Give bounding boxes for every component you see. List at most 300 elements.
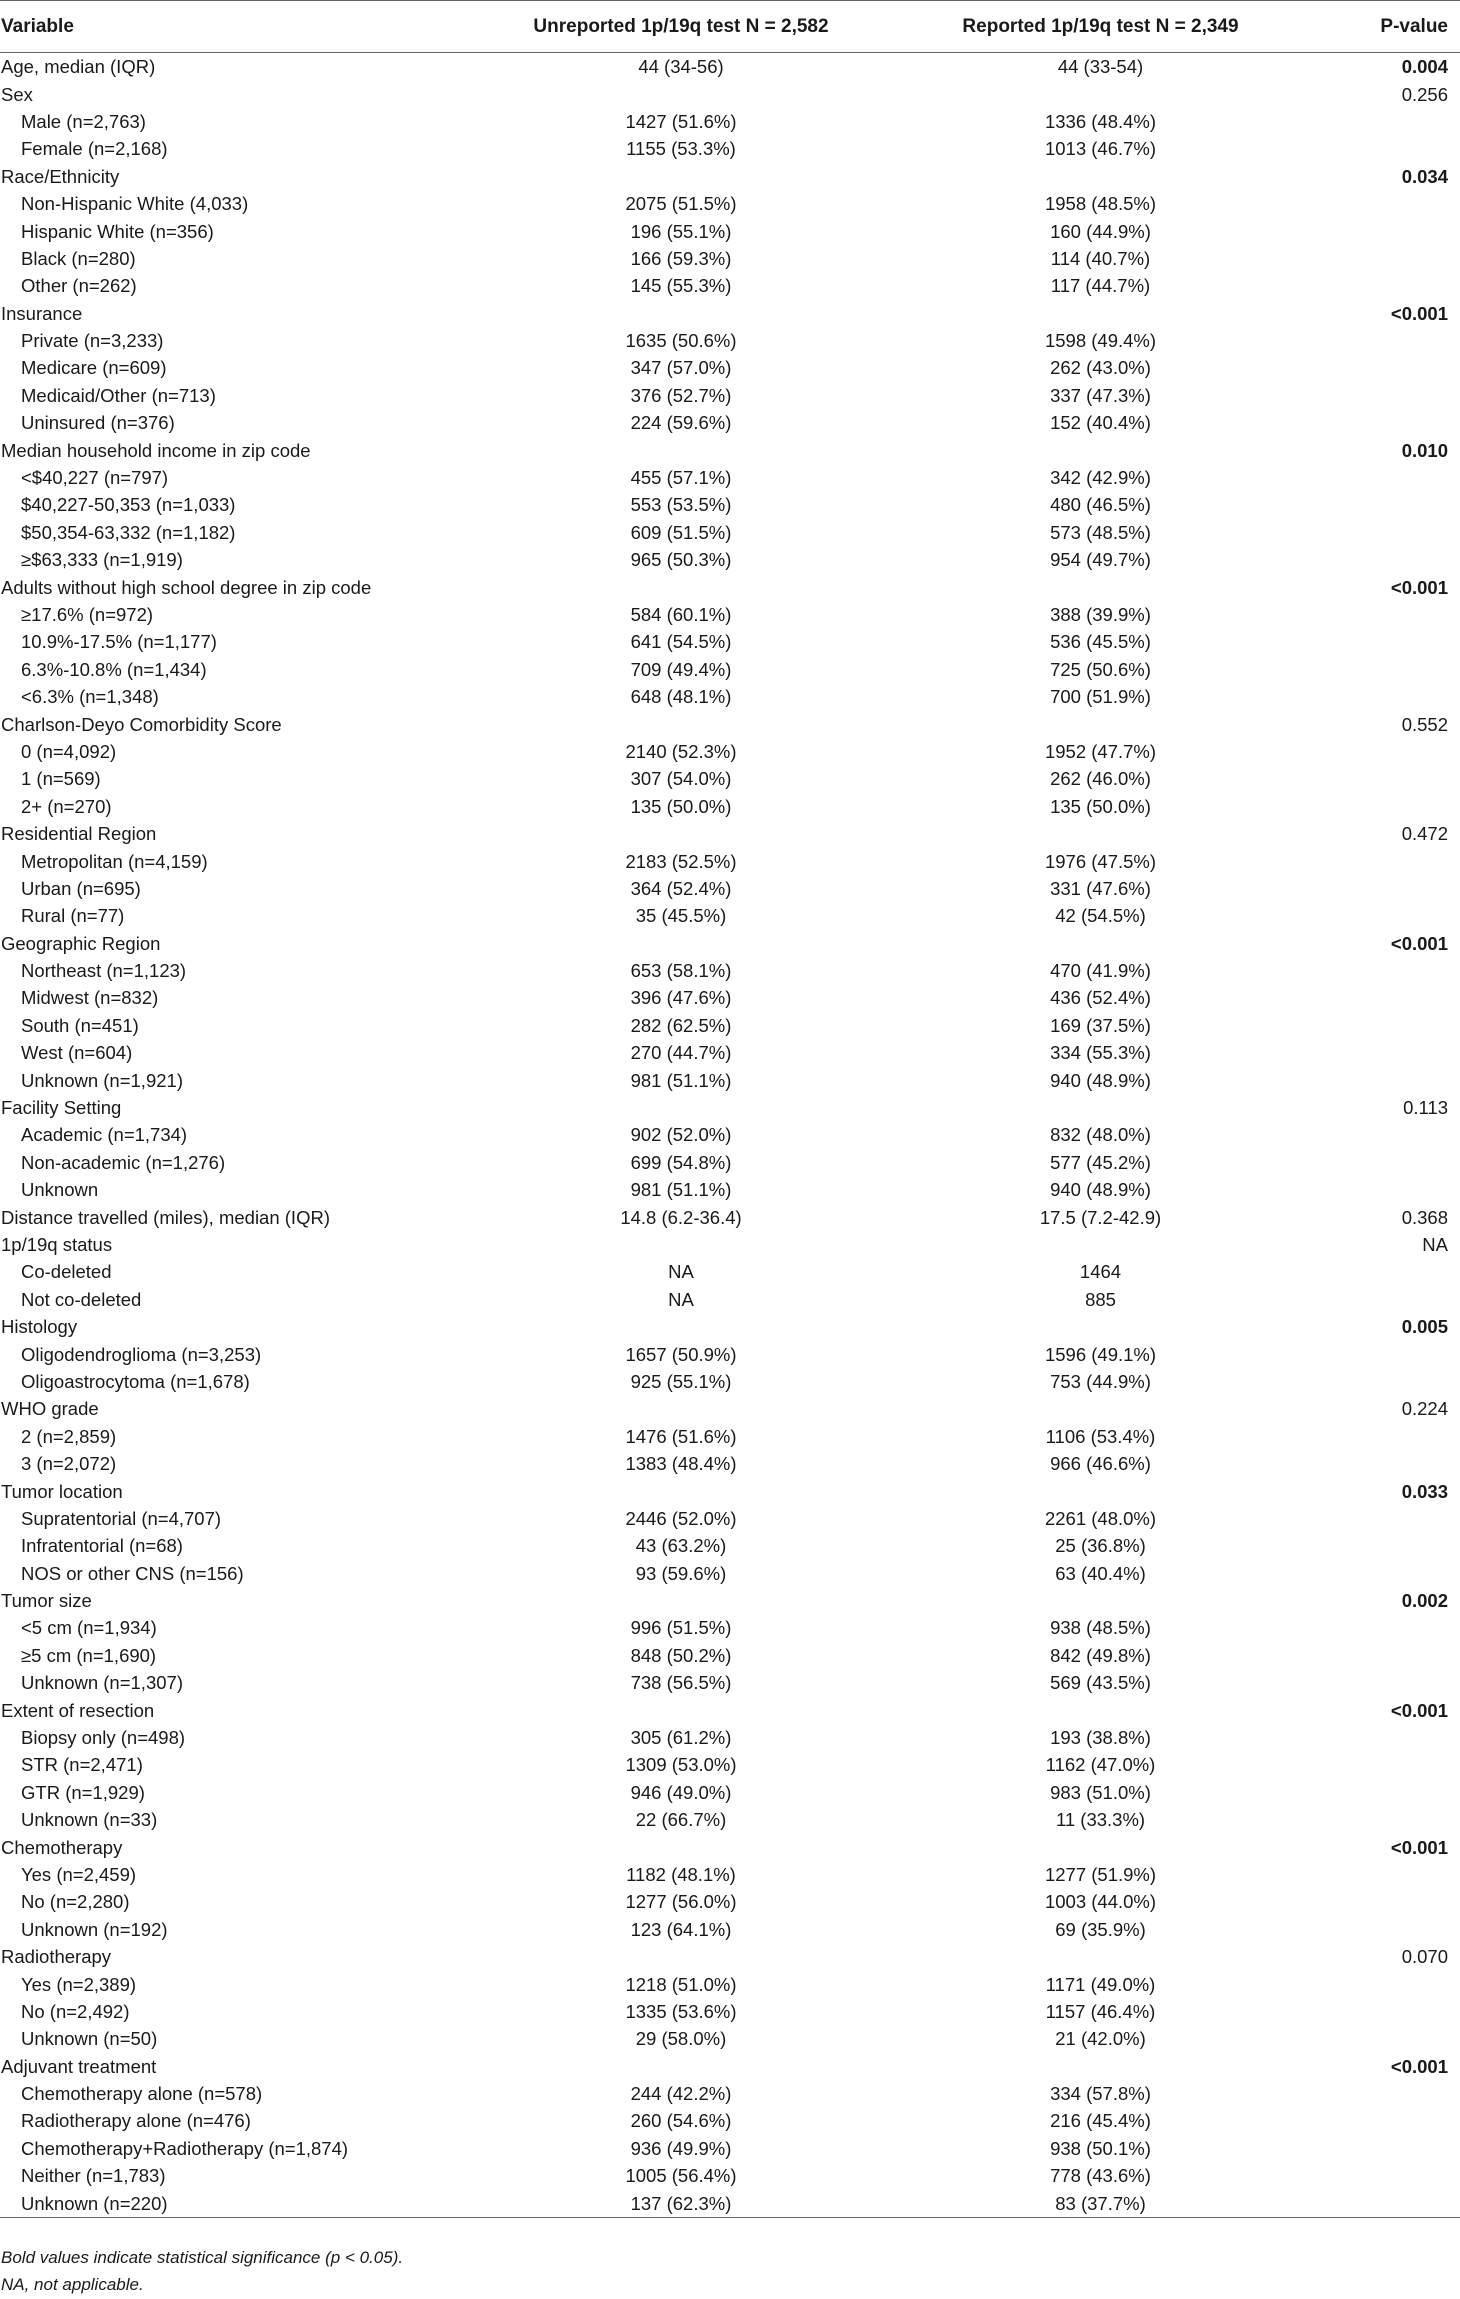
cell-unreported: 1005 (56.4%) (625, 2165, 737, 2187)
table-row (0, 1094, 1460, 1121)
cell-pvalue (1339, 2080, 1460, 2107)
cell-reported: 1277 (51.9%) (1044, 1863, 1157, 1885)
cell-pvalue (1339, 984, 1460, 1011)
cell-pvalue (1339, 1450, 1460, 1477)
cell-reported (862, 1395, 1339, 1422)
cell-reported (862, 1231, 1339, 1258)
cell-unreported: 1309 (53.0%) (625, 1754, 737, 1776)
cell-reported (862, 163, 1339, 190)
cell-reported (862, 436, 1339, 463)
cell-reported: 1157 (46.4%) (1045, 2000, 1156, 2022)
cell-variable: <6.3% (n=1,348) (21, 686, 159, 708)
table-row (0, 108, 1460, 135)
cell-pvalue (1339, 765, 1460, 792)
cell-variable: Extent of resection (1, 1699, 155, 1721)
cell-variable: <$40,227 (n=797) (21, 467, 169, 489)
cell-pvalue: 0.010 (1401, 439, 1448, 461)
cell-reported: 388 (39.9%) (1050, 604, 1151, 625)
cell-pvalue (1339, 1121, 1460, 1148)
cell-reported: 573 (48.5%) (1050, 521, 1151, 543)
table-row (0, 135, 1460, 162)
cell-variable: ≥5 cm (n=1,690) (21, 1644, 157, 1666)
cell-variable: 2+ (n=270) (21, 795, 112, 817)
cell-variable: Unknown (n=1,921) (21, 1069, 183, 1091)
cell-reported: 577 (45.2%) (1050, 1151, 1151, 1173)
cell-reported (862, 1833, 1339, 1860)
table-row (0, 2135, 1460, 2162)
table-row (0, 1477, 1460, 1504)
table-row (0, 1203, 1460, 1230)
cell-reported: 842 (49.8%) (1050, 1644, 1151, 1666)
cell-unreported: 1657 (50.9%) (625, 1343, 737, 1365)
cell-unreported: 137 (62.3%) (500, 2189, 862, 2217)
table-row (0, 1696, 1460, 1723)
cell-variable: Charlson-Deyo Comorbidity Score (1, 713, 282, 735)
footnote-na: NA, not applicable. (1, 2275, 144, 2294)
table-row (0, 1012, 1460, 1039)
cell-variable: Yes (n=2,389) (21, 1973, 137, 1995)
cell-unreported: 347 (57.0%) (630, 357, 732, 379)
cell-unreported: 196 (55.1%) (630, 220, 732, 242)
cell-variable: Radiotherapy alone (n=476) (21, 2110, 251, 2132)
cell-variable: Facility Setting (1, 1097, 122, 1119)
cell-pvalue (1339, 491, 1460, 518)
cell-variable: Midwest (n=832) (21, 987, 159, 1009)
cell-pvalue (1339, 108, 1460, 135)
cell-reported: 11 (33.3%) (1055, 1809, 1146, 1831)
cell-unreported: NA (668, 1261, 694, 1283)
table-body (0, 53, 1460, 2218)
table-row (0, 1669, 1460, 1696)
table-row (0, 354, 1460, 381)
table-row (0, 793, 1460, 820)
cell-pvalue (1339, 875, 1460, 902)
cell-variable: Northeast (n=1,123) (21, 960, 187, 982)
cell-reported (862, 930, 1339, 957)
table-row (0, 546, 1460, 573)
cell-reported: 940 (48.9%) (1050, 1179, 1151, 1201)
cell-unreported: 123 (64.1%) (630, 1918, 732, 1940)
cell-variable: Private (n=3,233) (21, 330, 164, 352)
cell-reported: 117 (44.7%) (1050, 275, 1151, 297)
cell-variable: Unknown (21, 1179, 99, 1201)
cell-reported: 337 (47.3%) (1050, 384, 1151, 406)
cell-variable: Unknown (n=1,307) (21, 1672, 183, 1694)
cell-unreported: 1218 (51.0%) (625, 1973, 737, 1995)
cell-unreported: 738 (56.5%) (630, 1672, 732, 1694)
cell-pvalue: <0.001 (1390, 2055, 1448, 2077)
cell-unreported (500, 1231, 862, 1258)
table-footnotes (1, 2244, 403, 2298)
cell-pvalue (1339, 1423, 1460, 1450)
cell-reported: 1976 (47.5%) (1044, 850, 1157, 872)
cell-unreported: 653 (58.1%) (630, 960, 732, 982)
cell-unreported: 981 (51.1%) (630, 1179, 732, 1201)
cell-reported: 938 (48.5%) (1050, 1617, 1151, 1639)
cell-pvalue (1339, 327, 1460, 354)
cell-pvalue (1339, 1642, 1460, 1669)
cell-pvalue (1339, 1340, 1460, 1367)
table-row (0, 190, 1460, 217)
table-row (0, 1149, 1460, 1176)
table-row (0, 1751, 1460, 1778)
table-row (0, 957, 1460, 984)
cell-unreported: 305 (61.2%) (630, 1727, 732, 1749)
cell-reported: 114 (40.7%) (1050, 247, 1151, 269)
cell-variable: Supratentorial (n=4,707) (21, 1507, 222, 1529)
cell-variable: Black (n=280) (21, 247, 136, 269)
table-row (0, 1313, 1460, 1340)
cell-reported: 42 (54.5%) (1055, 905, 1146, 927)
cell-reported (862, 710, 1339, 737)
cell-unreported: 648 (48.1%) (630, 686, 732, 708)
table-row (0, 300, 1460, 327)
cell-unreported: 376 (52.7%) (630, 384, 732, 406)
cell-reported: 1952 (47.7%) (1044, 740, 1157, 762)
cell-pvalue: 0.256 (1401, 83, 1448, 105)
cell-unreported: 1335 (53.6%) (625, 2000, 737, 2022)
cell-reported (862, 1696, 1339, 1723)
cell-reported: 938 (50.1%) (1050, 2137, 1151, 2159)
cell-pvalue (1339, 793, 1460, 820)
cell-pvalue (1339, 519, 1460, 546)
cell-variable: Chemotherapy (1, 1836, 123, 1858)
table-row (0, 765, 1460, 792)
table-row (0, 875, 1460, 902)
cell-pvalue (1339, 2189, 1460, 2217)
cell-reported: 17.5 (7.2-42.9) (1039, 1206, 1162, 1228)
cell-reported: 216 (45.4%) (1050, 2110, 1151, 2132)
cell-reported (862, 300, 1339, 327)
cell-unreported: 1277 (56.0%) (625, 1891, 737, 1913)
table-row (0, 573, 1460, 600)
cell-pvalue (1339, 2025, 1460, 2052)
table-row (0, 163, 1460, 190)
table-row (0, 902, 1460, 929)
cell-variable: Adjuvant treatment (1, 2055, 157, 2077)
cell-unreported (500, 1395, 862, 1422)
cell-unreported: 1383 (48.4%) (625, 1453, 737, 1475)
cell-variable: Oligoastrocytoma (n=1,678) (21, 1370, 250, 1392)
cell-unreported: 166 (59.3%) (630, 247, 732, 269)
cell-unreported: 29 (58.0%) (635, 2028, 727, 2050)
cell-pvalue (1339, 1970, 1460, 1997)
cell-pvalue (1339, 1368, 1460, 1395)
cell-pvalue (1339, 382, 1460, 409)
table-row (0, 80, 1460, 107)
table-row (0, 1779, 1460, 1806)
cell-pvalue (1339, 1861, 1460, 1888)
cell-variable: Academic (n=1,734) (21, 1124, 188, 1146)
cell-unreported: 2140 (52.3%) (625, 740, 737, 762)
cell-variable: Metropolitan (n=4,159) (21, 850, 208, 872)
table-row (0, 628, 1460, 655)
cell-pvalue (1339, 656, 1460, 683)
cell-reported (862, 2053, 1339, 2080)
cell-variable: NOS or other CNS (n=156) (21, 1562, 244, 1584)
cell-pvalue: 0.034 (1401, 165, 1448, 187)
cell-variable: Geographic Region (1, 932, 161, 954)
cell-unreported (500, 1477, 862, 1504)
table-row (0, 847, 1460, 874)
cell-reported: 1336 (48.4%) (1044, 110, 1157, 132)
cell-pvalue (1339, 464, 1460, 491)
table-row (0, 2080, 1460, 2107)
cell-unreported (500, 436, 862, 463)
cell-reported: 778 (43.6%) (1050, 2165, 1151, 2187)
cell-reported: 725 (50.6%) (1050, 658, 1151, 680)
table-row (0, 1587, 1460, 1614)
cell-unreported (500, 1696, 862, 1723)
cell-pvalue (1339, 1559, 1460, 1586)
cell-pvalue (1339, 272, 1460, 299)
cell-pvalue (1339, 1779, 1460, 1806)
cell-pvalue (1339, 1258, 1460, 1285)
table-row (0, 1450, 1460, 1477)
cell-variable: WHO grade (1, 1398, 99, 1420)
table-row (0, 601, 1460, 628)
cell-reported (862, 1477, 1339, 1504)
cell-unreported: 584 (60.1%) (630, 604, 732, 625)
table-row (0, 656, 1460, 683)
cell-variable: Residential Region (1, 823, 157, 845)
cell-reported: 1106 (53.4%) (1045, 1425, 1156, 1447)
cell-variable: Medicare (n=609) (21, 357, 167, 379)
cell-unreported: 609 (51.5%) (630, 521, 732, 543)
cell-variable: <5 cm (n=1,934) (21, 1617, 157, 1639)
cell-pvalue: <0.001 (1390, 1836, 1448, 1858)
cell-variable: Tumor location (1, 1480, 123, 1502)
cell-variable: Male (n=2,763) (21, 110, 146, 132)
cell-pvalue: 0.002 (1401, 1590, 1448, 1612)
cell-reported: 69 (35.9%) (1055, 1918, 1146, 1940)
table-row (0, 1121, 1460, 1148)
cell-unreported: 641 (54.5%) (630, 631, 732, 653)
cell-pvalue: <0.001 (1390, 302, 1448, 324)
cell-variable: Race/Ethnicity (1, 165, 120, 187)
cell-variable: Not co-deleted (21, 1288, 142, 1310)
cell-pvalue (1339, 354, 1460, 381)
cell-unreported (500, 1587, 862, 1614)
cell-unreported: 2446 (52.0%) (625, 1507, 737, 1529)
cell-unreported: 553 (53.5%) (630, 494, 732, 516)
cell-reported: 954 (49.7%) (1050, 549, 1151, 571)
cell-unreported: 282 (62.5%) (630, 1014, 732, 1036)
cell-reported: 470 (41.9%) (1050, 960, 1151, 982)
cell-variable: 6.3%-10.8% (n=1,434) (21, 658, 207, 680)
table-row (0, 1614, 1460, 1641)
cell-pvalue (1339, 2162, 1460, 2189)
cell-pvalue: 0.070 (1401, 1946, 1448, 1968)
table-header (0, 1, 1460, 53)
table-row (0, 2053, 1460, 2080)
cell-pvalue (1339, 957, 1460, 984)
table-row (0, 1368, 1460, 1395)
cell-unreported: 307 (54.0%) (630, 768, 732, 790)
cell-unreported: 936 (49.9%) (630, 2137, 732, 2159)
cell-unreported: 2075 (51.5%) (625, 193, 737, 215)
cell-unreported: 244 (42.2%) (630, 2083, 732, 2105)
cell-unreported: 44 (34-56) (638, 56, 724, 78)
cell-reported: 1596 (49.1%) (1044, 1343, 1157, 1365)
cell-pvalue (1339, 1532, 1460, 1559)
table-row (0, 1559, 1460, 1586)
cell-pvalue (1339, 409, 1460, 436)
cell-reported: 25 (36.8%) (1055, 1535, 1146, 1557)
cell-variable: Insurance (1, 302, 83, 324)
cell-variable: Unknown (n=50) (21, 2028, 158, 2050)
table-row (0, 1395, 1460, 1422)
cell-pvalue (1339, 245, 1460, 272)
cell-unreported: 35 (45.5%) (635, 905, 727, 927)
cell-reported: 63 (40.4%) (1055, 1562, 1146, 1584)
cell-variable: Radiotherapy (1, 1946, 112, 1968)
cell-reported: 334 (57.8%) (1050, 2083, 1151, 2105)
cell-unreported: 455 (57.1%) (630, 467, 732, 489)
column-header-pvalue: P-value (1339, 1, 1460, 53)
cell-variable: Unknown (n=220) (0, 2189, 500, 2217)
table-row (0, 1916, 1460, 1943)
cell-pvalue (1339, 1916, 1460, 1943)
cell-variable: Non-academic (n=1,276) (21, 1151, 226, 1173)
cell-reported: 480 (46.5%) (1050, 494, 1151, 516)
cell-unreported: 260 (54.6%) (630, 2110, 732, 2132)
cell-reported: 334 (55.3%) (1050, 1042, 1151, 1064)
cell-variable: 1 (n=569) (21, 768, 101, 790)
table-row (0, 1833, 1460, 1860)
cell-reported: 152 (40.4%) (1050, 412, 1151, 434)
cell-unreported (500, 1833, 862, 1860)
cell-pvalue (1339, 1505, 1460, 1532)
table-row (0, 327, 1460, 354)
cell-pvalue (1339, 1039, 1460, 1066)
table-row (0, 2162, 1460, 2189)
cell-unreported (500, 1094, 862, 1121)
table-row (0, 409, 1460, 436)
cell-reported (862, 1094, 1339, 1121)
cell-unreported: 848 (50.2%) (630, 1644, 732, 1666)
cell-unreported: 981 (51.1%) (630, 1069, 732, 1091)
cell-pvalue: NA (1422, 1233, 1448, 1255)
cell-variable: $40,227-50,353 (n=1,033) (21, 494, 236, 516)
cell-unreported: 2183 (52.5%) (625, 850, 737, 872)
cell-variable: 10.9%-17.5% (n=1,177) (21, 631, 217, 653)
cell-pvalue (1339, 1806, 1460, 1833)
footnote-significance: Bold values indicate statistical significance (p < 0.05). (1, 2248, 404, 2267)
cell-variable: Rural (n=77) (21, 905, 125, 927)
table-row (0, 1258, 1460, 1285)
cell-pvalue (1339, 1724, 1460, 1751)
cell-pvalue (1339, 546, 1460, 573)
table-row (0, 1066, 1460, 1093)
cell-unreported: 145 (55.3%) (630, 275, 732, 297)
cell-pvalue: 0.368 (1401, 1206, 1448, 1228)
cell-variable: Co-deleted (21, 1261, 112, 1283)
cell-unreported: 996 (51.5%) (630, 1617, 732, 1639)
cell-reported: 44 (33-54) (1057, 56, 1144, 78)
cell-unreported: 396 (47.6%) (630, 987, 732, 1009)
cell-unreported (500, 80, 862, 107)
table-row (0, 1423, 1460, 1450)
cell-pvalue: <0.001 (1390, 576, 1448, 598)
cell-reported: 1464 (1079, 1261, 1122, 1283)
cell-variable: 2 (n=2,859) (21, 1425, 117, 1447)
table-row (0, 2025, 1460, 2052)
cell-reported: 940 (48.9%) (1050, 1069, 1151, 1091)
table-row (0, 272, 1460, 299)
cell-variable: Unknown (n=192) (21, 1918, 168, 1940)
table-row (0, 820, 1460, 847)
cell-reported: 1003 (44.0%) (1044, 1891, 1157, 1913)
cell-reported: 2261 (48.0%) (1044, 1507, 1157, 1529)
cell-pvalue (1339, 738, 1460, 765)
cell-variable: GTR (n=1,929) (21, 1781, 145, 1803)
table-row (0, 53, 1460, 81)
cell-pvalue (1339, 190, 1460, 217)
table-row (0, 436, 1460, 463)
cell-variable: Sex (1, 83, 33, 105)
cell-pvalue: <0.001 (1390, 932, 1448, 954)
cell-pvalue (1339, 2107, 1460, 2134)
cell-pvalue (1339, 217, 1460, 244)
cell-reported: 753 (44.9%) (1050, 1370, 1151, 1392)
cell-variable: Chemotherapy+Radiotherapy (n=1,874) (21, 2137, 349, 2159)
cell-variable: Unknown (n=33) (21, 1809, 158, 1831)
cell-unreported (500, 1313, 862, 1340)
cell-variable: Yes (n=2,459) (21, 1863, 137, 1885)
cell-reported: 1958 (48.5%) (1044, 193, 1157, 215)
table-row (0, 491, 1460, 518)
cell-variable: Uninsured (n=376) (21, 412, 175, 434)
cell-reported (862, 80, 1339, 107)
cell-variable: Age, median (IQR) (1, 56, 156, 78)
table-row (0, 1888, 1460, 1915)
cell-unreported: 1182 (48.1%) (626, 1863, 736, 1885)
cell-variable: Hispanic White (n=356) (21, 220, 214, 242)
cell-reported: 262 (43.0%) (1050, 357, 1151, 379)
cell-pvalue (1339, 1998, 1460, 2025)
cell-variable: Non-Hispanic White (4,033) (21, 193, 249, 215)
cell-reported (862, 573, 1339, 600)
cell-pvalue (1339, 1614, 1460, 1641)
cell-variable: 1p/19q status (1, 1233, 113, 1255)
cell-unreported: 946 (49.0%) (630, 1781, 732, 1803)
cell-reported: 135 (50.0%) (1050, 795, 1151, 817)
table-row (0, 1970, 1460, 1997)
cell-variable: Median household income in zip code (1, 439, 311, 461)
header-row (0, 1, 1460, 53)
table-row (0, 1286, 1460, 1313)
cell-reported: 983 (51.0%) (1050, 1781, 1151, 1803)
cell-reported: 21 (42.0%) (1055, 2028, 1146, 2050)
cell-reported (862, 1313, 1339, 1340)
cell-unreported: 93 (59.6%) (635, 1562, 727, 1584)
cell-unreported: 135 (50.0%) (630, 795, 732, 817)
cell-unreported (500, 2053, 862, 2080)
cell-variable: ≥$63,333 (n=1,919) (21, 549, 183, 571)
cell-pvalue: 0.224 (1401, 1398, 1448, 1420)
cell-pvalue (1339, 135, 1460, 162)
cell-variable: 0 (n=4,092) (21, 740, 117, 762)
cell-variable: $50,354-63,332 (n=1,182) (21, 521, 236, 543)
cell-variable: Neither (n=1,783) (21, 2165, 166, 2187)
cell-reported: 193 (38.8%) (1050, 1727, 1151, 1749)
cell-variable: Adults without high school degree in zip code (1, 576, 372, 598)
cell-reported (862, 820, 1339, 847)
cell-pvalue (1339, 847, 1460, 874)
cell-variable: Biopsy only (n=498) (21, 1727, 186, 1749)
table-row (0, 1039, 1460, 1066)
